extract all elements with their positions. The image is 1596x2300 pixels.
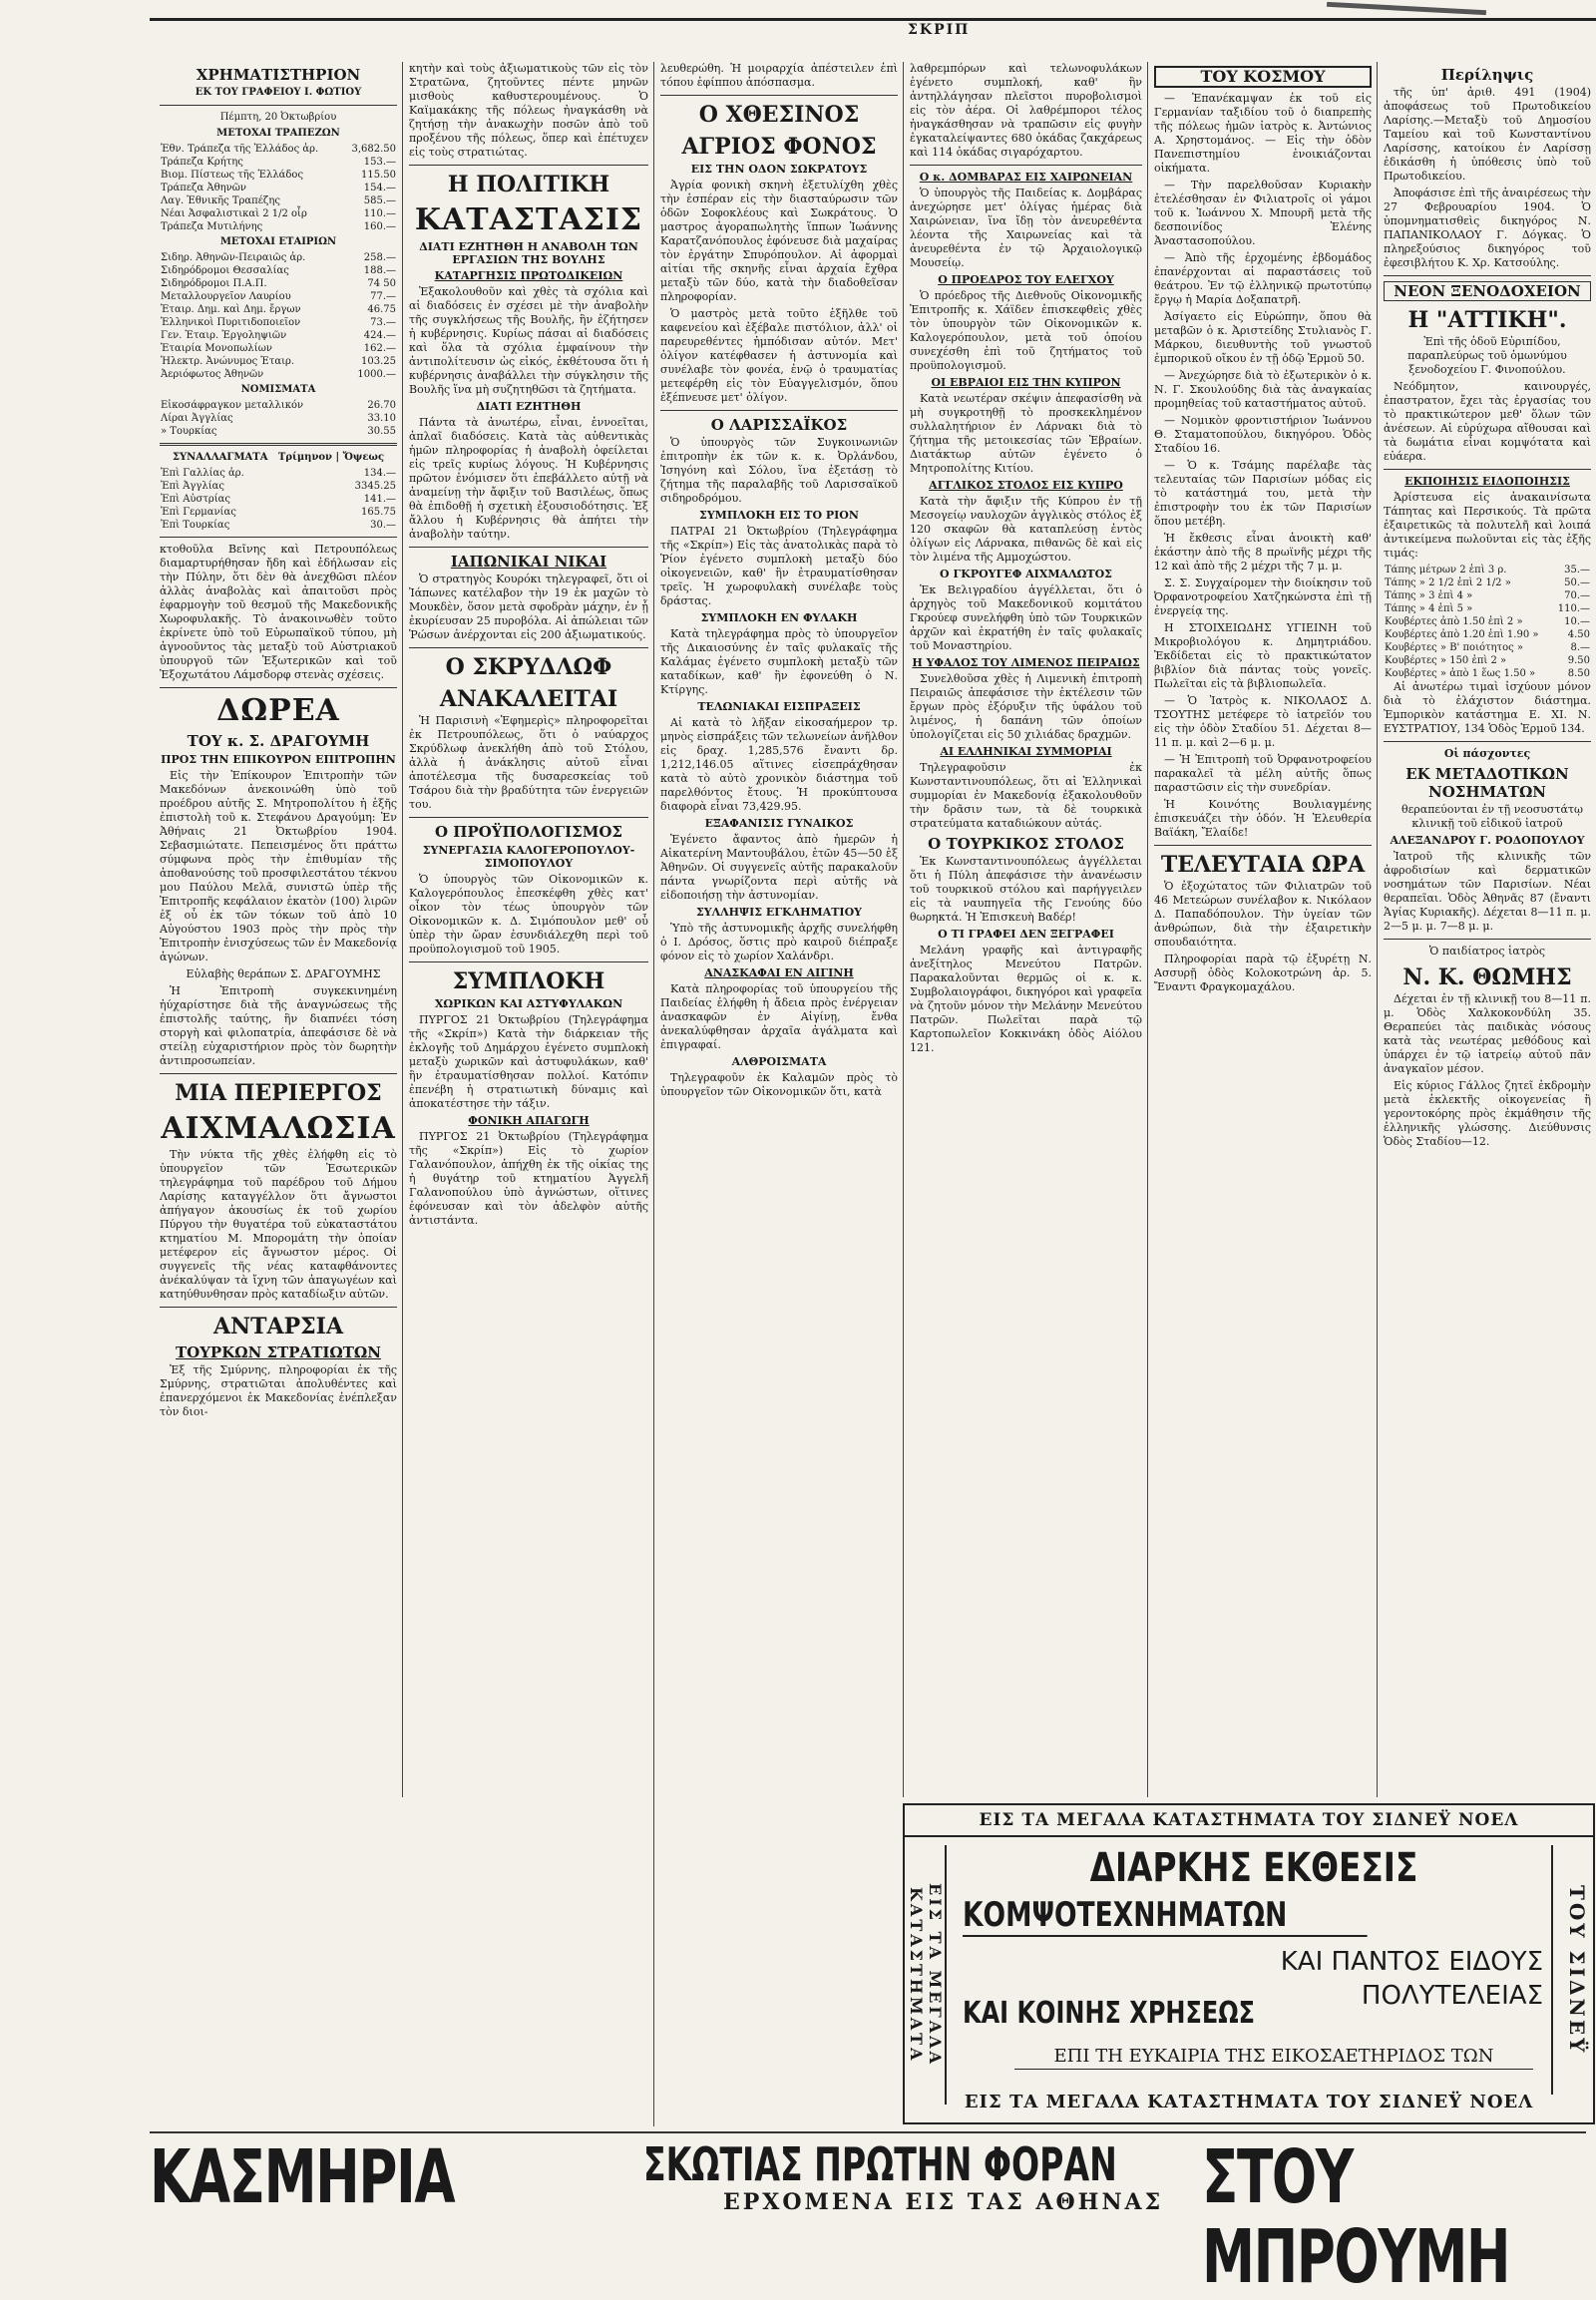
banner-rule <box>150 2131 1586 2133</box>
divider <box>409 817 648 818</box>
fleet-title: ΑΓΓΛΙΚΟΣ ΣΤΟΛΟΣ ΕΙΣ ΚΥΠΡΟ <box>929 479 1123 492</box>
company-name: Ἑλληνικοὶ Πυριτιδοποιεῖον <box>161 317 301 328</box>
company-name: Σιδηρ. Ἀθηνῶν-Πειραιῶς ἀρ. <box>161 252 306 263</box>
bank-value: 110.— <box>363 208 396 219</box>
divider <box>1154 845 1372 846</box>
article-text: ΠΥΡΓΟΣ 21 Ὀκτωβρίου (Τηλεγράφημα τῆς «Σκρίπ») Κατὰ τὴν διάρκειαν τῆς ἐκλογῆς τοῦ Δημάρχου ἐγένετο συμπλοκὴ μεταξὺ χωρικῶν καὶ ἀστυφυλάκων, καθ' ἣν ἐτραυματίσθησαν πολλοί. Κατόπιν ἐπενέβη ἡ στρατιωτικὴ δύναμις καὶ ἀποκατέστησε τὴν τάξιν. <box>409 1013 648 1110</box>
company-name: Γεν. Ἑταιρ. Ἐργοληψιῶν <box>161 330 287 341</box>
price-row <box>1384 589 1591 602</box>
harbour-title: Η ΥΦΑΛΟΣ ΤΟΥ ΛΙΜΕΝΟΣ ΠΕΙΡΑΙΩΣ <box>912 656 1140 669</box>
company-row <box>160 368 397 381</box>
article-text: — Ἀπὸ τῆς ἐρχομένης ἑβδομάδος ἐπανέρχονται αἱ παραστάσεις τοῦ θεάτρου. Ἐν τῷ ἐλληνικῷ πρωτοτύπῳ ἔργῳ ἡ Μαρία Δοξαπατρῆ. <box>1154 251 1372 306</box>
bank-row <box>160 156 397 169</box>
ink-ad-title: Ο ΤΙ ΓΡΑΦΕΙ ΔΕΝ ΞΕΓΡΑΦΕΙ <box>938 928 1114 941</box>
price-name: Κουβέρτες » Β' ποιότητος » <box>1385 642 1523 653</box>
rio-title: ΣΥΜΠΛΟΚΗ ΕΙΣ ΤΟ ΡΙΟΝ <box>699 509 859 522</box>
price-row <box>1384 576 1591 589</box>
price-row <box>1384 564 1591 576</box>
donation-title: ΔΩΡΕΑ <box>216 693 340 728</box>
price-name: Τάπης » 3 ἐπὶ 4 » <box>1385 590 1473 601</box>
bank-name: Τράπεζα Μυτιλήνης <box>161 221 263 232</box>
column-rule <box>903 62 904 1797</box>
revolt-subtitle: ΤΟΥΡΚΩΝ ΣΤΡΑΤΙΩΤΩΝ <box>176 1343 381 1361</box>
coin-name: Εἰκοσάφραγκον μεταλλικόν <box>161 400 304 411</box>
divider <box>1384 741 1591 742</box>
article-text: Κατὰ τηλεγράφημα πρὸς τὸ ὑπουργεῖον τῆς Δικαιοσύνης ἐν ταῖς φυλακαῖς τῆς Καλάμας ἐγένετο συμπλοκὴ μεταξὺ τῶν καταδίκων, καθ' ἣν ἐφονεύθη ὁ Ν. Κτίργης. <box>660 627 898 696</box>
hotel-subtitle: Ἐπὶ τῆς ὁδοῦ Εὐριπίδου, παραπλεύρως τοῦ ὁμωνύμου ξενοδοχείου Γ. Φινοπούλου. <box>1407 335 1567 376</box>
article-text: ΠΥΡΓΟΣ 21 Ὀκτωβρίου (Τηλεγράφημα τῆς «Σκρίπ») Εἰς τὸ χωρίον Γαλανόπουλον, ἀπήχθη ἐκ τῆς οἰκίας της ἡ θυγάτηρ τοῦ κτηματίου Ἀγγελῆ Γαλανοπούλου ὑπὸ ἀγνώστων, οἵτινες ἐφόνευσαν καὶ τὸν ἀδελφὸν αὐτῆς ἀντιστάντα. <box>409 1130 648 1227</box>
banner-word-2: ΣΚΩΤΙΑΣ ΠΡΩΤΗΝ ΦΟΡΑΝ <box>643 2137 1117 2191</box>
price-value: 70.— <box>1564 590 1590 601</box>
price-name: Κουβέρτες » 150 ἐπὶ 2 » <box>1385 655 1507 666</box>
page-mark: ΣΚΡΙΠ <box>908 22 971 38</box>
article-text: Εἰς κύριος Γάλλος ζητεῖ ἐκδρομὴν μετὰ ἐκλεκτῆς οἰκογενείας ἢ γεροντοκόρης πρὸς ἐκμάθησιν τῆς ἑλληνικῆς γλώσσης. Διεύθυνσις Ὁδὸς Σταδίου—12. <box>1384 1079 1591 1148</box>
divider <box>160 105 397 106</box>
article-text: Αἱ ἀνωτέρω τιμαὶ ἰσχύουν μόνον διὰ τὸ ἐλάχιστον διάστημα. Ἐμπορικὸν κατάστημα Ε. ΧΙ. Ν. ΕΥΣΤΡΑΤΙΟΥ, 134 Ὁδὸς Ἑρμοῦ 134. <box>1384 680 1591 735</box>
politics-subtitle-3: ΔΙΑΤΙ ΕΖΗΤΗΘΗ <box>476 400 582 413</box>
bottom-banner <box>150 2134 1586 2300</box>
article-text: Ἐκ Βελιγραδίου ἀγγέλλεται, ὅτι ὁ ἀρχηγὸς τοῦ Μακεδονικοῦ κομιτάτου Γκρούεφ συνελήφθη ὑπὸ τῶν Τουρκικῶν ἀρχῶν καὶ ἐκρατήθη ἐν ταῖς φυλακαῖς τοῦ Μοναστηρίου. <box>910 583 1142 652</box>
fx-row <box>160 467 397 480</box>
ad-line-1: ΔΙΑΡΚΗΣ ΕΚΘΕΣΙΣ <box>1089 1845 1418 1891</box>
article-text: Ὁ μαστρὸς μετὰ τοῦτο ἐξῆλθε τοῦ καφενείου καὶ ἐξέβαλε πιστόλιον, ἀλλ' οἱ παρευρεθέντες ἠμπόδισαν αὐτόν. Μετ' ὀλίγον κατέφθασεν ἡ ἀστυνομία καὶ συνέλαβε τὸν φονέα, ἐνῷ ὁ τραυματίας μετεφέρθη εἰς τὸν Εὐαγγελισμόν, ὅπου ἐξέπνευσε μετ' ὀλίγον. <box>660 307 898 404</box>
sale-title: ΕΚΠΟΙΗΣΙΣ ΕΙΔΟΠΟΙΗΣΙΣ <box>1404 475 1570 488</box>
article-text: Συνελθοῦσα χθὲς ἡ Λιμενικὴ ἐπιτροπὴ Πειραιῶς ἀπεφάσισε τὴν ἐκτέλεσιν τῶν ἔργων πρὸς ἐξόρυξιν τῆς ὑφάλου τοῦ λιμένος, ἡ δαπάνη τῶν ὁποίων ὑπολογίζεται εἰς 50 χιλιάδας δραχμῶν. <box>910 672 1142 741</box>
abduction-title: ΦΟΝΙΚΗ ΑΠΑΓΩΓΗ <box>468 1114 590 1127</box>
article-text: Πάντα τὰ ἀνωτέρω, εἶναι, ἐννοεῖται, ἀπλαῖ διαδόσεις. Κατὰ τὰς αὐθεντικὰς ἡμῶν πληροφορίας ἡ ἀναβολὴ ὀφείλεται εἰς τρεῖς κυρίως λόγους. Ἡ Κυβέρνησις πρῶτον ἐνόμισεν ὅτι ἐπεβάλλετο αὐτῇ νὰ ἀναμείνῃ τὴν ἄφιξιν τοῦ Βασιλέως, ὅπως θὰ ἐπιδοθῇ ἡ σχετικὴ ἐξουσιοδότησις. Ἐξ ἄλλου ἡ Κυβέρνησις θὰ ἀπήτει τὴν ἀναβολὴν ταύτην. <box>409 416 648 541</box>
coin-row <box>160 412 397 425</box>
article-text: Αἱ κατὰ τὸ λῆξαν εἰκοσαήμερον τρ. μηνὸς εἰσπράξεις τῶν τελωνείων ἀνῆλθον εἰς δραχ. 1,285,576 ἔναντι δρ. 1,212,146.05 αἵτινες εἰσεπράχθησαν κατὰ τὸ αὐτὸ χρονικὸν διάστημα τοῦ παρελθόντος ἔτους. Ἡ προκύπτουσα διαφορὰ εἶναι 73,429.95. <box>660 716 898 813</box>
signature: Εὐλαβὴς θεράπων Σ. ΔΡΑΓΟΥΜΗΣ <box>186 967 381 980</box>
notice-title: Περίληψις <box>1440 66 1534 84</box>
bombaras-title: Ο κ. ΔΟΜΒΑΡΑΣ ΕΙΣ ΧΑΙΡΩΝΕΙΑΝ <box>919 171 1133 184</box>
article-text: Ὁ ὑπουργὸς τῆς Παιδείας κ. Δομβάρας ἀνεχώρησε μετ' ὀλίγας ἡμέρας διὰ Χαιρώνειαν, ἵνα ἴδῃ τὸν ἀνευρεθέντα λέοντα τῆς Χαιρωνείας καὶ τὰ ἀνευρεθέντα ἐν τῷ Ἀρχαιολογικῷ Μουσείῳ. <box>910 187 1142 269</box>
article-text: Κατὰ πληροφορίας τοῦ ὑπουργείου τῆς Παιδείας ἐλήφθη ἡ ἄδεια πρὸς ἐνέργειαν ἀνασκαφῶν ἐν Αἰγίνῃ, ἔνθα ἀνεκαλύφθησαν ἀρχαῖα ἀγάλματα καὶ ἐπιγραφαί. <box>660 982 898 1051</box>
company-name: Μεταλλουργεῖον Λαυρίου <box>161 291 291 302</box>
divider <box>160 1307 397 1308</box>
article-text: Ὁ ὑπουργὸς τῶν Οἰκονομικῶν κ. Καλογερόπουλος ἐπεσκέφθη χθὲς κατ' οἶκον τὸν τέως ὑπουργὸν τῶν Οἰκονομικῶν κ. Δ. Σιμόπουλον μεθ' οὗ ὑπὲρ τὴν ὥραν ἐσυνδιάλεχθη περὶ τοῦ προϋπολογισμοῦ τοῦ 1905. <box>409 873 648 956</box>
article-text: τῆς ὑπ' ἀριθ. 491 (1904) ἀποφάσεως τοῦ Πρωτοδικείου Λαρίσης.—Μεταξὺ τοῦ Δημοσίου Ταμείου καὶ τοῦ Κωνσταντίνου Λαρίσσης, κατοίκου ἐν Λαρίσσῃ ἐδικάσθη ἡ ὑπόθεσις ὑπὸ τοῦ Πρωτοδικείου. <box>1384 86 1591 183</box>
fx-name: Ἐπὶ Ἀγγλίας <box>161 481 224 492</box>
budget-subtitle: ΣΥΝΕΡΓΑΣΙΑ ΚΑΛΟΓΕΡΟΠΟΥΛΟΥ-ΣΙΜΟΠΟΥΛΟΥ <box>422 844 635 870</box>
price-row <box>1384 628 1591 641</box>
captive-title: ΜΙΑ ΠΕΡΙΕΡΓΟΣ <box>175 1080 382 1106</box>
coin-value: 30.55 <box>367 426 396 437</box>
divider <box>1384 275 1591 276</box>
coin-row <box>160 399 397 412</box>
column-rule <box>653 62 654 2126</box>
bank-name: Νέαι Ἀσφαλιστικαὶ 2 1/2 οἷρ <box>161 208 307 219</box>
donation-subtitle-2: ΠΡΟΣ ΤΗΝ ΕΠΙΚΟΥΡΟΝ ΕΠΙΤΡΟΠΗΝ <box>161 753 396 766</box>
divider <box>409 647 648 648</box>
captive-title-2: ΑΙΧΜΑΛΩΣΙΑ <box>161 1111 396 1146</box>
article-text: Ἐξακολουθοῦν καὶ χθὲς τὰ σχόλια καὶ αἱ διαδόσεις ἐν σχέσει μὲ τὴν ἀναβολὴν τῆς συγκλήσεως τῆς Βουλῆς, ἣν ἐζήτησεν ἡ κυβέρνησις. Κυρίως πάσαι αἱ διαδόσεις καὶ ὅλα τὰ σχόλια ἐμφαίνουν τὴν ἀντιπολίτευσιν ὡς εἰκός, ἐκθέτουσα ὅτι ἡ κυβέρνησις ἀναβάλλει τὴν σύγκλησιν τῆς Βουλῆς ἵνα μὴ συζητηθῶσι τὰ ζητήματα. <box>409 285 648 396</box>
coin-value: 33.10 <box>367 413 396 424</box>
bank-name: Τράπεζα Ἀθηνῶν <box>161 183 246 193</box>
fx-name: Ἐπὶ Αὐστρίας <box>161 494 231 505</box>
banner-word-4: ΣΤΟΥ ΜΠΡΟΥΜΗ <box>1202 2134 1510 2300</box>
price-value: 50.— <box>1564 577 1590 588</box>
company-row <box>160 316 397 329</box>
article-text: Ἰατροῦ τῆς κλινικῆς τῶν ἀφροδισίων καὶ δερματικῶν νοσημάτων τῶν Παρισίων. Νέαι θεραπεῖαι. Ὁδὸς Ἀθηνᾶς 87 (ἔναντι Ἁγίας Κυριακῆς). Δέχεται 8—11 π. μ. 2—5 μ. μ. 7—8 μ. μ. <box>1384 850 1591 933</box>
article-text: Κατὰ τὴν ἄφιξιν τῆς Κύπρου ἐν τῇ Μεσογείῳ ναυλοχῶν ἀγγλικὸς στόλος ἐξ 120 σκαφῶν θὰ καταπλεύσῃ ἐντὸς ὀλίγων εἰς Λάρνακα, πιθανῶς δὲ καὶ εἰς τὸν λιμένα τῆς Αμμοχώστου. <box>910 495 1142 564</box>
price-name: Κουβέρτες ἀπὸ 1.20 ἐπὶ 1.90 » <box>1385 629 1539 640</box>
column-rule <box>1377 62 1378 1797</box>
fx-row <box>160 493 397 506</box>
banner-word-3: ΕΡΧΟΜΕΝΑ ΕΙΣ ΤΑΣ ΑΘΗΝΑΣ <box>723 2189 1164 2215</box>
article-text: — Ὁ κ. Τσάμης παρέλαβε τὰς τελευταίας τῶν Παρισίων μόδας εἰς τὸ κατάστημά του, μετὰ τὴν ἐπιστροφὴν του ἐκ τῶν Παρισίων ὅπου μετέβη. <box>1154 459 1372 528</box>
divider <box>409 165 648 166</box>
fx-name: Ἐπὶ Τουρκίας <box>161 520 230 531</box>
company-row <box>160 290 397 303</box>
fx-value: 134.— <box>363 468 396 479</box>
price-name: Κουβέρτες » ἀπὸ 1 ἕως 1.50 » <box>1385 668 1536 679</box>
clinic-heading: Οἱ πάσχοντες <box>1443 747 1531 760</box>
company-row <box>160 342 397 355</box>
exchange-title: ΧΡΗΜΑΤΙΣΤΗΡΙΟΝ <box>196 66 361 84</box>
article-text: — Ἀνεχώρησε διὰ τὸ ἐξωτερικὸν ὁ κ. Ν. Γ. Σκουλούδης διὰ τὰς ἀναγκαίας προμηθείας τοῦ καταστήματος αὐτοῦ. <box>1154 369 1372 410</box>
article-text: Τηλεγραφοῦσιν ἐκ Κωνσταντινουπόλεως, ὅτι αἱ Ἑλληνικαὶ συμμορίαι ἐν Μακεδονίᾳ ἐξακολουθοῦν τὴν δρᾶσιν των, τὰ δὲ τουρκικὰ στρατεύματα καταδιώκουν αὐτάς. <box>910 761 1142 830</box>
article-text: Ὁ πρόεδρος τῆς Διεθνοῦς Οἰκονομικῆς Ἐπιτροπῆς κ. Χάϊδεν ἐπισκεφθεὶς χθὲς τὸν ὑπουργὸν τῶν Οἰκονομικῶν κ. Καλογερόπουλον, μετὰ τοῦ ὁποίου συνεχέσθη ἐπὶ τοῦ ζητήματος τοῦ προϋπολογισμοῦ. <box>910 289 1142 372</box>
coins-table <box>160 399 397 438</box>
price-value: 10.— <box>1564 616 1590 627</box>
banks-table <box>160 143 397 233</box>
bank-row <box>160 143 397 156</box>
fx-table <box>160 467 397 532</box>
company-value: 162.— <box>363 343 396 354</box>
article-text: Τηλεγραφοῦν ἐκ Καλαμῶν πρὸς τὸ ὑπουργεῖον τῶν Οἰκονομικῶν ὅτι, κατὰ <box>660 1071 898 1098</box>
murder-subtitle: ΕΙΣ ΤΗΝ ΟΔΟΝ ΣΩΚΡΑΤΟΥΣ <box>690 163 868 176</box>
divider <box>1384 469 1591 470</box>
misc-title: ΑΛΘΡΟΙΣΜΑΤΑ <box>731 1055 827 1068</box>
article-text: Η ΣΤΟΙΧΕΙΩΔΗΣ ΥΓΙΕΙΝΗ τοῦ Μικροβιολόγου κ. Δημητριάδου. Ἐκδίδεται εἰς τὸ πρακτικώτατον βιβλίον διὰ πάντας τοὺς γονεῖς. Πωλεῖται εἰς τὰ βιβλιοπωλεῖα. <box>1154 621 1372 690</box>
company-row <box>160 277 397 290</box>
ink-smudge <box>1327 2 1486 15</box>
price-name: Τάπης » 4 ἐπὶ 5 » <box>1385 603 1473 614</box>
column-6 <box>1384 62 1591 1787</box>
skrydlov-title-2: ΑΝΑΚΑΛΕΙΤΑΙ <box>439 686 618 712</box>
murder-title: Ο ΧΘΕΣΙΝΟΣ <box>698 102 860 128</box>
fx-name: Ἐπὶ Γαλλίας ἀρ. <box>161 468 244 479</box>
article-text: Ἐγένετο ἄφαντος ἀπὸ ἡμερῶν ἡ Αἰκατερίνη Μαντουβάλου, ἐτῶν 45—50 ἐξ Ἀθηνῶν. Οἱ συγγενεῖς αὐτῆς παρακαλοῦν πάντα γνωρίζοντα περὶ αὐτῆς νὰ εἰδοποιήσῃ τὴν ἀστυνομίαν. <box>660 833 898 902</box>
article-text: Σ. Σ. Συγχαίρομεν τὴν διοίκησιν τοῦ Ὀρφανοτροφείου Χατζηκώνστα ἐπὶ τῇ ἐνεργείᾳ της. <box>1154 576 1372 617</box>
coin-value: 26.70 <box>367 400 396 411</box>
header-rule <box>150 18 1596 21</box>
company-value: 103.25 <box>361 356 396 367</box>
doctor-heading: Ὁ παιδίατρος ἰατρὸς <box>1428 945 1546 958</box>
hotel-title: ΝΕΟΝ ΞΕΝΟΔΟΧΕΙΟΝ <box>1384 281 1591 301</box>
company-name: Ἀεριόφωτος Ἀθηνῶν <box>161 369 264 380</box>
company-row <box>160 264 397 277</box>
company-name: Ἑταιρ. Δημ. καὶ Δημ. ἔργων <box>161 304 301 315</box>
clash-subtitle: ΧΩΡΙΚΩΝ ΚΑΙ ΑΣΤΥΦΥΛΑΚΩΝ <box>434 997 623 1010</box>
article-text: Μελάνη γραφῆς καὶ ἀντιγραφῆς ἀνεξίτηλος Μενεύτου Πατρῶν. Παρακαλοῦνται θερμῶς οἱ κ. κ. Συμβολαιογράφοι, δικηγόροι καὶ γραφεῖα νὰ ζητοῦν μόνον τὴν Μελάνην Μενεύτου Πατρῶν. Πωλεῖται παρὰ τῷ Καρτοπωλεῖον Κοκκινάκη ὁδὸς Αἰόλου 121. <box>910 944 1142 1054</box>
column-3 <box>660 62 898 2131</box>
bank-name: Ἐθν. Τράπεζα τῆς Ἑλλάδος ἀρ. <box>161 144 319 155</box>
company-value: 258.— <box>363 252 396 263</box>
bank-value: 160.— <box>363 221 396 232</box>
companies-table <box>160 251 397 381</box>
page-header <box>150 0 1596 40</box>
article-text: λαθρεμπόρων καὶ τελωνοφυλάκων ἐγένετο συμπλοκή, καθ' ἣν ἀντηλλάγησαν πλεῖστοι πυροβολισμοὶ εἰς τὸν ἀέρα. Οἱ λαθρέμποροι τέλος ἠναγκάσθησαν νὰ τραπῶσιν εἰς φυγὴν ἐγκαταλείψαντες 680 ὀκάδας ζακχάρεως καὶ 114 ὀκάδας σιγαρόχαρτου. <box>910 62 1142 159</box>
column-rule <box>402 62 403 1797</box>
coin-row <box>160 425 397 438</box>
larissa-title: Ο ΛΑΡΙΣΣΑΪΚΟΣ <box>710 416 848 434</box>
price-name: Τάπης » 2 1/2 ἐπὶ 2 1/2 » <box>1385 577 1511 588</box>
article-text: Δέχεται ἐν τῇ κλινικῇ του 8—11 π. μ. Ὁδὸς Χαλκοκονδύλη 35. Θεραπεύει τὰς παιδικὰς νόσους κατὰ τὰς νεωτέρας μεθόδους καὶ ὑπάρχει ἐν τῷ ἰατρείῳ αὐτοῦ πᾶν ἀναγκαῖον μέσον. <box>1384 992 1591 1075</box>
politics-subtitle: ΔΙΑΤΙ ΕΖΗΤΗΘΗ Η ΑΝΑΒΟΛΗ ΤΩΝ ΕΡΓΑΣΙΩΝ ΤΗΣ ΒΟΥΛΗΣ <box>419 240 638 266</box>
price-row <box>1384 654 1591 667</box>
article-text: Ὁ ὑπουργὸς τῶν Συγκοινωνιῶν ἐπιτροπὴν ἐκ τῶν κ. κ. Ὀρλάνδου, Ἰσηγόνη καὶ Σόλου, ἵνα ἐξετάσῃ τὸ ζήτημα τῆς παραλαβῆς τοῦ Λαρισσαϊκοῦ σιδηροδρόμου. <box>660 436 898 505</box>
price-value: 4.50 <box>1567 629 1590 640</box>
ad-bottom-line: ΕΙΣ ΤΑ ΜΕΓΑΛΑ ΚΑΤΑΣΤΗΜΑΤΑ ΤΟΥ ΣΙΔΝΕΫ ΝΟΕΛ <box>964 2092 1534 2112</box>
world-title: ΤΟΥ ΚΟΣΜΟΥ <box>1154 66 1372 88</box>
article-text: Ὑπὸ τῆς ἀστυνομικῆς ἀρχῆς συνελήφθη ὁ Ι. Δρόσος, ὅστις πρὸ καιροῦ διέπραξε φόνον εἰς τὸ χωρίον Χαλάνδρι. <box>660 922 898 962</box>
column-2 <box>409 62 648 2131</box>
article-text: Ἡ Παρισινὴ «Ἐφημερὶς» πληροφορεῖται ἐκ Πετρουπόλεως, ὅτι ὁ ναύαρχος Σκρύδλωφ ἀνεκλήθη ἀπὸ τοῦ Στόλου, ἀλλὰ ἡ ἀνάκλησις αὐτοῦ εἶναι ἀποτέλεσμα τῆς δυσαρεσκείας τοῦ Τσάρου διὰ τὴν βραδύτητα τῶν ἐνεργειῶν του. <box>409 714 648 811</box>
article-text: Ἀποφάσισε ἐπὶ τῆς ἀναιρέσεως τὴν 27 Φεβρουαρίου 1904. Ὁ ὑπομνηματισθεὶς δικηγόρος Ν. ΠΑΠΑΝΙΚΟΛΑΟΥ Γ. Δόγκας. Ὁ πληρεξούσιος δικηγόρος τοῦ ἐφεσιβλήτου Κ. Χρ. Κατσούλης. <box>1384 187 1591 269</box>
revolt-title: ΑΝΤΑΡΣΙΑ <box>212 1314 344 1340</box>
divider <box>1384 939 1591 940</box>
company-value: 77.— <box>370 291 396 302</box>
cyprus-jews-title: ΟΙ ΕΒΡΑΙΟΙ ΕΙΣ ΤΗΝ ΚΥΠΡΟΝ <box>931 376 1121 389</box>
price-name: Τάπης μέτρων 2 ἐπὶ 3 ρ. <box>1385 565 1507 575</box>
bank-row <box>160 169 397 182</box>
fx-title: ΣΥΝΑΛΛΑΓΜΑΤΑ <box>172 452 268 463</box>
article-text: Ἀρίστευσα εἰς ἀνακαινίσωτα Τάπητας καὶ Περσικούς. Τὰ πρῶτα ἐξαιρετικῶς τὰ πολυτελῆ καὶ λοιπά ἀντικείμενα πωλοῦνται εἰς τὰς ἑξῆς τιμάς: <box>1384 491 1591 560</box>
budget-title: Ο ΠΡΟΫΠΟΛΟΓΙΣΜΟΣ <box>435 823 622 841</box>
divider <box>660 95 898 96</box>
article-text: Ἡ ἔκθεσις εἶναι ἀνοικτὴ καθ' ἑκάστην ἀπὸ τῆς 8 πρωϊνῆς μέχρι τῆς 12 καὶ ἀπὸ τῆς 2 μέχρι τῆς 7 μ. μ. <box>1154 532 1372 573</box>
company-value: 73.— <box>370 317 396 328</box>
divider <box>409 961 648 962</box>
doctor-name-2: Ν. Κ. ΘΩΜΗΣ <box>1402 964 1572 990</box>
price-name: Κουβέρτες ἀπὸ 1.50 ἐπὶ 2 » <box>1385 616 1523 627</box>
article-text: Πληροφορίαι παρὰ τῷ ἐξυρέτῃ Ν. Ασσυρῇ ὁδὸς Κολοκοτρώνη ἀρ. 5. Ἔναντι Φραγκομαχάλου. <box>1154 953 1372 993</box>
article-text: Ἡ Ἐπιτροπὴ συγκεκινημένη ἠύχαρίστησε διὰ τῆς ἀναγνώσεως τῆς ἐπιστολῆς ταύτης, ἣν διαπνέει τόση στοργὴ καὶ φιλοπατρία, ἀπεφάσισε δὲ νὰ στείλῃ εὐχαριστήριον πρὸς τὸν δωρητὴν ἀντιπροσωπείαν. <box>160 984 397 1067</box>
price-row <box>1384 615 1591 628</box>
fx-value: 165.75 <box>361 507 396 518</box>
company-value: 424.— <box>363 330 396 341</box>
price-value: 110.— <box>1557 603 1590 614</box>
aegina-title: ΑΝΑΣΚΑΦΑΙ ΕΝ ΑΙΓΙΝΗ <box>704 966 854 979</box>
company-value: 188.— <box>363 265 396 276</box>
gruev-title: Ο ΓΚΡΟΥΓΕΦ ΑΙΧΜΑΛΩΤΟΣ <box>940 568 1112 580</box>
fx-heading <box>160 451 397 465</box>
article-text: Ἡ Κοινότης Βουλιαγμένης ἐπισκευάζει τὴν ὁδόν. Ἡ Ἐλευθερία Βαϊάκη, Ἔλαίδε! <box>1154 798 1372 839</box>
price-value: 8.— <box>1570 642 1590 653</box>
ad-top-line: ΕΙΣ ΤΑ ΜΕΓΑΛΑ ΚΑΤΑΣΤΗΜΑΤΑ ΤΟΥ ΣΙΔΝΕΫ ΝΟΕΛ <box>905 1805 1593 1837</box>
ad-right-vertical: ΤΟΥ ΣΙΔΝΕΫ <box>1551 1845 1589 2095</box>
divider <box>160 443 397 446</box>
bank-row <box>160 194 397 207</box>
article-text: Εἰς τὴν Ἐπίκουρον Ἐπιτροπὴν τῶν Μακεδόνων ἀνεκοινώθη ὑπὸ τοῦ προέδρου αὐτῆς Σ. Μητροπολίτου ἡ ἑξῆς ἐπιστολὴ τοῦ κ. Στεφάνου Δραγούμη: Ἐν Ἀθήναις 21 Ὀκτωβρίου 1904. Σεβασμιώτατε. Πεπεισμένος ὅτι πράττω σύμφωνα πρὸς τὴν ἐπιθυμίαν τῆς ἀποθανούσης τοῦ προσφιλεστάτου τέκνου μου Παύλου Μελᾶ, συνιστῶ ὑπὲρ τῆς Ἐπιτροπῆς κεφάλαιον ἐκατὸν (100) λιρῶν ἐξ οὗ ἐκ τῶν τόκων τοῦ ἀπὸ 10 Αὐγούστου 1903 πρὸς τὴν πρὸς τὴν Ἐπιτροπὴν ἐνισχύσεως τῶν ἐν Μακεδονίᾳ ἀγώνων. <box>160 769 397 963</box>
bank-row <box>160 182 397 194</box>
company-value: 74 50 <box>367 278 396 289</box>
article-text: — Ἐπανέκαμψαν ἐκ τοῦ εἰς Γερμανίαν ταξιδίου τοῦ ὁ διαπρεπὴς τῆς πόλεως ἡμῶν ἰατρὸς κ. Ἀντώνιος Α. Χρηστομάνος. — Εἰς τὴν ὁδὸν Πανεπιστημίου ἐνοικιάζονται οἰκήματα. <box>1154 92 1372 175</box>
ad-line-5: ΕΠΙ ΤΗ ΕΥΚΑΙΡΙΑ ΤΗΣ ΕΙΚΟΣΑΕΤΗΡΙΔΟΣ ΤΩΝ <box>1014 2045 1533 2070</box>
company-value: 46.75 <box>367 304 396 315</box>
company-name: Σιδηρόδρομοι Θεσσαλίας <box>161 265 289 276</box>
company-row <box>160 251 397 264</box>
politics-title-2: ΚΑΤΑΣΤΑΣΙΣ <box>414 202 643 237</box>
column-5 <box>1154 62 1372 1787</box>
donation-subtitle: ΤΟΥ κ. Σ. ΔΡΑΓΟΥΜΗ <box>187 732 370 750</box>
company-name: Σιδηρόδρομοι Π.Α.Π. <box>161 278 267 289</box>
divider <box>409 547 648 548</box>
doctor-name-1: ΑΛΕΞΑΝΔΡΟΥ Γ. ΡΟΔΟΠΟΥΛΟΥ <box>1390 834 1585 847</box>
company-value: 1000.— <box>357 369 396 380</box>
article-text: Ὁ στρατηγὸς Κουρόκι τηλεγραφεῖ, ὅτι οἱ Ἰάπωνες κατέλαβον τὴν 19 ἐκ μαχῶν τὸ Μουκδὲν, ὅσον μετὰ σφοδρὰν μάχην, ἐν ᾗ ἐκυρίευσαν 25 πυροβόλα. Αἱ ἀπώλειαι τῶν Ῥώσων ἀνέρχονται εἰς 200 ἀξιωματικούς. <box>409 573 648 641</box>
fx-value: 30.— <box>370 520 396 531</box>
article-text: Κατὰ νεωτέραν σκέψιν ἀπεφασίσθη νὰ μὴ συγκροτηθῇ τὸ προσκεκλημένον συλλαλητήριον ἐν Λάρνακι διὰ τὸ ζήτημα τῆς μετοικεσίας τῶν Ἑβραίων. Διατάκτωρ αὐτῶν ἐγένετο ὁ Μητροπολίτης Κιτίου. <box>910 392 1142 475</box>
ad-line-2: ΚΟΜΨΟΤΕΧΝΗΜΑΤΩΝ <box>963 1895 1368 1937</box>
article-text: — Τὴν παρελθοῦσαν Κυριακὴν ἐτελέσθησαν ἐν Φιλιατροῖς οἱ γάμοι τοῦ κ. Ἰωάννου Χ. Μπουρῆ μετὰ τῆς δεσποινίδος Ἑλένης Ἀναστασοπούλου. <box>1154 179 1372 247</box>
coins-heading: ΝΟΜΙΣΜΑΤΑ <box>240 384 316 395</box>
divider <box>660 410 898 411</box>
skrydlov-title: Ο ΣΚΡΥΔΛΩΦ <box>445 654 612 680</box>
bank-row <box>160 207 397 220</box>
article-text: — Ὁ Ἰατρὸς κ. ΝΙΚΟΛΑΟΣ Δ. ΤΣΟΥΤΗΣ μετέφερε τὸ ἰατρεῖόν του εἰς τὴν ὁδὸν Σταδίου 51. Δέχεται 8—11 π. μ. καὶ 2—6 μ. μ. <box>1154 694 1372 749</box>
article-text: ΠΑΤΡΑΙ 21 Ὀκτωβρίου (Τηλεγράφημα τῆς «Σκρίπ») Εἰς τὰς ἀνατολικὰς παρὰ τὸ Ῥίον ἐγένετο συμπλοκὴ μεταξὺ δύο οἰκογενειῶν, καθ' ἣν ἐτραυματίσθησαν τρεῖς. Ἡ χωροφυλακὴ συνέλαβε τοὺς δράστας. <box>660 525 898 607</box>
turkish-fleet-title: Ο ΤΟΥΡΚΙΚΟΣ ΣΤΟΛΟΣ <box>928 835 1124 853</box>
company-row <box>160 329 397 342</box>
fx-value: 141.— <box>363 494 396 505</box>
clash-title: ΣΥΜΠΛΟΚΗ <box>452 968 605 994</box>
article-text: κτοθοῦλα Βεῖνης καὶ Πετρουπόλεως διαμαρτυρήθησαν ἤδη καὶ ἐδήλωσαν εἰς τὴν Πύλην, ὅτι δὲν θὰ ἀνεχθῶσι πλέον ἀλλὰς ἀναβολὰς καὶ ἀπαιτοῦσι πρὸς ἐφαρμογὴν τοῦ θεσμοῦ τῆς Μακεδονικῆς Χωροφυλακῆς. Τὸ ἀνακοινωθὲν τοῦτο ἐκρίνετε ὑπὸ τοῦ Εὐρωπαϊκοῦ τύπου, μὴ ἀγνοοῦντος τὰς μεταξὺ τοῦ Αὐστριακοῦ ὑπουργοῦ τῶν Ἐξωτερικῶν καὶ τοῦ Ἐξοχωτάτου Λάμσδορφ στενὰς σχέσεις. <box>160 543 397 681</box>
ad-left-vertical: ΕΙΣ ΤΑ ΜΕΓΑΛΑ ΚΑΤΑΣΤΗΜΑΤΑ <box>911 1845 947 2105</box>
price-row <box>1384 641 1591 654</box>
banks-heading: ΜΕΤΟΧΑΙ ΤΡΑΠΕΖΩΝ <box>216 128 340 139</box>
customs-title: ΤΕΛΩΝΙΑΚΑΙ ΕΙΣΠΡΑΞΕΙΣ <box>697 700 861 713</box>
price-value: 9.50 <box>1567 655 1590 666</box>
company-name: Ἠλεκτρ. Ἀνώνυμος Ἑταιρ. <box>161 356 295 367</box>
fx-row <box>160 506 397 519</box>
column-1 <box>160 62 397 2131</box>
politics-title: Η ΠΟΛΙΤΙΚΗ <box>447 172 610 197</box>
bank-value: 115.50 <box>361 170 396 181</box>
woman-title: ΕΞΑΦΑΝΙΣΙΣ ΓΥΝΑΙΚΟΣ <box>704 817 854 830</box>
article-text: λευθερώθη. Ἡ μοιραρχία ἀπέστειλεν ἐπὶ τόπου ἐφίππου ἀπόσπασμα. <box>660 62 898 89</box>
exchange-subtitle: ΕΚ ΤΟΥ ΓΡΑΦΕΙΟΥ Ι. ΦΩΤΙΟΥ <box>195 87 362 98</box>
column-rule <box>1147 62 1148 1797</box>
bank-name: Λαγ. Ἐθνικῆς Τραπέζης <box>161 195 280 206</box>
company-row <box>160 355 397 368</box>
article-text: Νεόδμητον, καινουργές, ἐπαστρατον, ἔχει τὰς ἐργασίας του τὸ πρακτικώτερον μεθ' ὅλων τῶν ἀνέσεων. Αἱ εὐρύχωρα αἴθουσαι καὶ τὰ δωμάτια εἶναι κομψότατα καὶ εὐάερα. <box>1384 380 1591 463</box>
divider <box>160 537 397 538</box>
sidney-ad <box>903 1803 1595 2124</box>
banner-word-1: ΚΑΣΜΗΡΙΑ <box>150 2134 455 2220</box>
coin-name: Λίραι Ἀγγλίας <box>161 413 233 424</box>
article-text: — Νομικὸν φροντιστήριον Ἰωάννου Θ. Σταματοπούλου, δικηγόρου. Ὁδὸς Σταδίου 16. <box>1154 414 1372 455</box>
divider <box>160 687 397 688</box>
ad-line-3: ΚΑΙ ΠΑΝΤΟΣ ΕΙΔΟΥΣ ΠΟΛΥΤΕΛΕΙΑΣ <box>1280 1947 1543 2011</box>
article-text: κητὴν καὶ τοὺς ἀξιωματικοὺς τῶν εἰς τὸν Στρατῶνα, ζητοῦντες πέντε μηνῶν μισθοὺς καθυστερουμένους. Ὁ Καϊμακάκης τῆς πόλεως ἠναγκάσθη νὰ ζητήσῃ τὴν ἀνακωχὴν ποσῶν ἀπὸ τοῦ προξένου τῆς πόλεως, ὅπερ καὶ ἐπέτυχεν εἰς τοὺς στρατιώτας. <box>409 62 648 159</box>
bank-name: Τράπεζα Κρήτης <box>161 157 243 168</box>
price-row <box>1384 667 1591 680</box>
price-value: 8.50 <box>1567 668 1590 679</box>
fx-name: Ἐπὶ Γερμανίας <box>161 507 236 518</box>
criminal-title: ΣΥΛΛΗΨΙΣ ΕΓΚΛΗΜΑΤΙΟΥ <box>695 906 863 919</box>
bank-value: 154.— <box>363 183 396 193</box>
article-text: Ὁ ἐξοχώτατος τῶν Φιλιατρῶν τοῦ 46 Μετεώρων συνέλαβον κ. Νικόλαον Δ. Παπαδόπουλον. Τὴν ὑγείαν τῶν ἀνθρώπων, διὰ τὴν ἐξαιρετικὴν σπουδαιότητα. <box>1154 880 1372 949</box>
price-row <box>1384 602 1591 615</box>
bands-title: ΑΙ ΕΛΛΗΝΙΚΑΙ ΣΥΜΜΟΡΙΑΙ <box>940 745 1112 758</box>
hotel-name: Η "ΑΤΤΙΚΗ". <box>1407 307 1567 333</box>
article-text: Ἀγρία φονικὴ σκηνὴ ἐξετυλίχθη χθὲς τὴν ἑσπέραν εἰς τὴν διασταύρωσιν τῶν ὁδῶν Σοφοκλέους καὶ Σωκράτους. Ὁ μαστρος ἀγοραπωλητὴς ἵππων Ἰωάννης Καρατζανόπουλος ἐφόνευσε διὰ μαχαίρας τὸν ἐργάτην Σπυρόπουλον. Αἱ ἀφορμαὶ αἰτίαι τῆς σκηνῆς εἶναι ἀρχαία ἔχθρα μεταξὺ τῶν δύο, κατὰ τὴν διαδοθεῖσαν πληροφορίαν. <box>660 179 898 303</box>
japanese-victories-title: ΙΑΠΩΝΙΚΑΙ ΝΙΚΑΙ <box>450 553 607 571</box>
ad-line-4: ΚΑΙ ΚΟΙΝΗΣ ΧΡΗΣΕΩΣ <box>963 1996 1256 2031</box>
prison-title: ΣΥΜΠΛΟΚΗ ΕΝ ΦΥΛΑΚΗ <box>700 611 858 624</box>
article-text: Ἐξ τῆς Σμύρνης, πληροφορίαι ἐκ τῆς Σμύρνης, στρατιῶται ἀπολυθέντες καὶ ἐπανερχόμενοι ἐκ Μακεδονίας ἐνέπλεξαν τὸν διοι- <box>160 1363 397 1418</box>
bank-value: 153.— <box>363 157 396 168</box>
article-text: Ἐκ Κωνσταντινουπόλεως ἀγγέλλεται ὅτι ἡ Πύλη ἀπεφάσισε τὴν ἀνανέωσιν τοῦ τουρκικοῦ στόλου καὶ παρήγγειλεν εἰς τὰ ναυπηγεῖα τῆς Γενούης δύο θωρηκτά. Ἡ Ἐπισκευὴ Βαδέρ! <box>910 855 1142 924</box>
article-text: Ἀσίγαετο εἰς Εὐρώπην, ὅπου θὰ μεταβῶν ὁ κ. Ἀριστείδης Στυλιανὸς Γ. Μάρκου, διευθυντὴς τοῦ γνωστοῦ ἐμπορικοῦ οἴκου ἐν τῇ ὁδῷ Ἑρμοῦ 50. <box>1154 310 1372 365</box>
article-text: Τὴν νύκτα τῆς χθὲς ἐλήφθη εἰς τὸ ὑπουργεῖον τῶν Ἐσωτερικῶν τηλεγράφημα τοῦ παρέδρου τοῦ Δήμου Λαρίσης καταγγέλλον ὅτι ἄγνωστοι ἀπήγαγον ἀκουσίως ἐκ τοῦ χωρίου Πύργου τὴν θυγατέρα τοῦ εὐκαταστάτου κτηματίου Μ. Μπορομάτη τὴν ὁποίαν μετέφερον εἰς ἄγνωστον μέρος. Οἱ συγγενεῖς τῆς νέας καταφθάνοντες ἀνέκαλύψαν τὰ ἴχνη τῶν ἀπαγωγέων καὶ κατηύθυνθησαν πρὸς καταδίωξιν αὐτῶν. <box>160 1148 397 1301</box>
companies-heading: ΜΕΤΟΧΑΙ ΕΤΑΙΡΙΩΝ <box>219 236 337 247</box>
bank-value: 585.— <box>363 195 396 206</box>
bank-value: 3,682.50 <box>351 144 396 155</box>
company-name: Ἑταιρία Μονοπωλίων <box>161 343 272 354</box>
coin-name: » Τουρκίας <box>161 426 217 437</box>
divider <box>910 165 1142 166</box>
divider <box>160 1073 397 1074</box>
last-hour-title: ΤΕΛΕΥΤΑΙΑ ΩΡΑ <box>1160 852 1366 878</box>
fx-subtitle: Τρίμηνον | Ὄψεως <box>277 452 385 463</box>
article-text: — Ἡ Ἐπιτροπὴ τοῦ Ὀρφανοτροφείου παρακαλεῖ τὰ μέλη αὐτῆς ὅπως παραστῶσιν εἰς τὴν συνεδρίαν. <box>1154 753 1372 794</box>
company-row <box>160 303 397 316</box>
bank-row <box>160 220 397 233</box>
president-title: Ο ΠΡΟΕΔΡΟΣ ΤΟΥ ΕΛΕΓΧΟΥ <box>938 273 1114 286</box>
murder-title-2: ΑΓΡΙΟΣ ΦΟΝΟΣ <box>681 134 877 160</box>
fx-value: 3345.25 <box>354 481 396 492</box>
price-value: 35.— <box>1564 565 1590 575</box>
politics-subtitle-2: ΚΑΤΑΡΓΗΣΙΣ ΠΡΩΤΟΔΙΚΕΙΩΝ <box>434 269 623 282</box>
fx-row <box>160 519 397 532</box>
column-4 <box>910 62 1142 1787</box>
fx-row <box>160 480 397 493</box>
exchange-date: Πέμπτη, 20 Ὀκτωβρίου <box>219 112 337 123</box>
clinic-title: ΕΚ ΜΕΤΑΔΟΤΙΚΩΝ ΝΟΣΗΜΑΤΩΝ <box>1405 765 1569 801</box>
bank-name: Βιομ. Πίστεως τῆς Ἑλλάδος <box>161 170 304 181</box>
prices-table <box>1384 564 1591 680</box>
clinic-subtitle: θεραπεύονται ἐν τῇ νεοσυστάτῳ κλινικῇ τοῦ εἰδικοῦ ἰατροῦ <box>1400 803 1583 830</box>
